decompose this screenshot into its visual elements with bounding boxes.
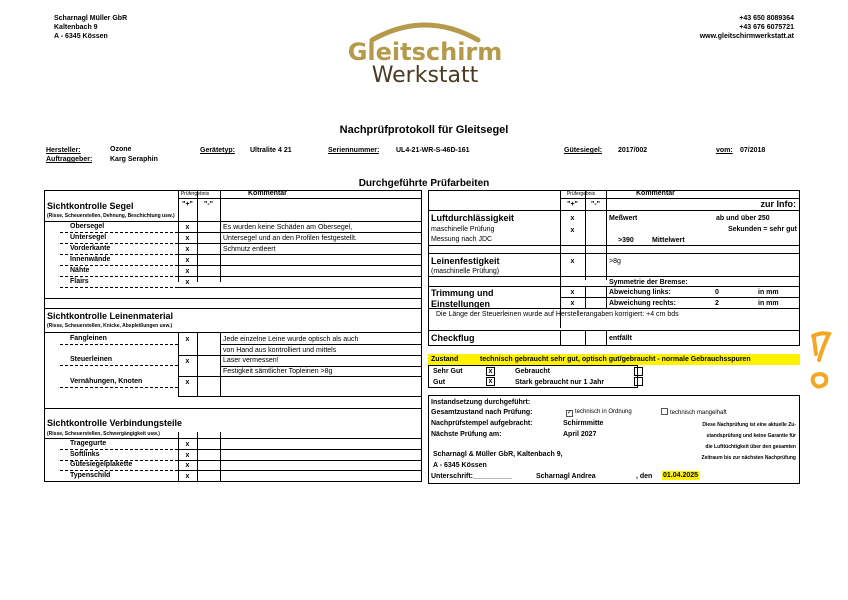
symmetrie: Symmetrie der Bremse: bbox=[609, 279, 688, 286]
segel-row-label: Innenwände bbox=[70, 256, 111, 263]
company-name: Scharnagl Müller GbR bbox=[54, 15, 128, 22]
verbind-row-label: Softlinks bbox=[70, 450, 100, 458]
right-minus: "-" bbox=[591, 201, 600, 208]
verbind-sub: (Risse, Scheuerstellen, Schwergängigkeit usw.) bbox=[47, 431, 160, 437]
segel-row-label: Vorderkante bbox=[70, 245, 111, 252]
gut: Gut bbox=[433, 379, 446, 386]
abw-rechts: Abweichung rechts: bbox=[609, 300, 676, 307]
verbind-row-mark: x bbox=[185, 472, 190, 480]
leinen-sub: (Risse, Scheuerstellen, Knicke, Abspleißungen usw.) bbox=[47, 323, 173, 329]
tech-mangel-label: technisch mangelhaft bbox=[670, 410, 727, 416]
maschinelle-pruefung: maschinelle Prüfung bbox=[431, 226, 495, 233]
fangleinen-comment-2: von Hand aus kontrolliert und mittels bbox=[223, 347, 337, 354]
segel-row-mark: x bbox=[185, 268, 190, 275]
vom-label: vom: bbox=[716, 147, 733, 154]
disclaimer-line-4: Zeitraum bis zur nächsten Nachprüfung bbox=[701, 455, 796, 461]
sehr-gut-mark: x bbox=[488, 368, 493, 375]
disclaimer-line-2: standsprüfung und keine Garantie für bbox=[706, 433, 796, 439]
segel-row-mark: x bbox=[185, 235, 190, 242]
verbind-row-label: Typenschild bbox=[70, 471, 111, 479]
section-title: Durchgeführte Prüfarbeiten bbox=[358, 178, 490, 189]
geraetetyp-value: Ultralite 4 21 bbox=[250, 147, 292, 154]
segel-row-comment: Untersegel und an den Profilen festgestellt. bbox=[223, 235, 357, 242]
segel-row-mark: x bbox=[185, 257, 190, 264]
masch-mark: x bbox=[570, 227, 575, 234]
steuerleinen-comment-1: Laser vermessen! bbox=[223, 357, 279, 364]
segel-row-label: Flairs bbox=[70, 278, 89, 285]
zur-info: zur Info: bbox=[760, 200, 796, 209]
tech-mangel-checkbox[interactable] bbox=[661, 408, 668, 415]
zustand-label: Zustand bbox=[431, 356, 459, 363]
logo-line2: Werkstatt bbox=[371, 63, 479, 88]
leinenfest-title: Leinenfestigkeit bbox=[431, 256, 500, 266]
ab-250: ab und über 250 bbox=[716, 215, 770, 222]
steuerleinen-label: Steuerleinen bbox=[70, 356, 113, 363]
disclaimer-line-3: die Lufttüchtigkeit über den gesamten bbox=[705, 444, 796, 450]
steuerleinen-comment-2: Festigkeit sämtlicher Topleinen >8g bbox=[223, 368, 333, 375]
sekunden: Sekunden = sehr gut bbox=[727, 226, 797, 233]
addr-1: Scharnagl & Müller GbR, Kaltenbach 9, bbox=[433, 451, 563, 458]
verbind-row-mark: x bbox=[185, 462, 190, 469]
segel-row-label: Nähte bbox=[70, 267, 90, 274]
den-label: , den bbox=[636, 473, 653, 480]
abw-rechts-value: 2 bbox=[715, 300, 719, 307]
tech-mangel bbox=[661, 408, 727, 418]
segel-sub: (Risse, Scheuerstellen, Dehnung, Beschichtung usw.) bbox=[47, 213, 175, 219]
phone-2: +43 676 6075721 bbox=[739, 24, 794, 31]
leinen-title: Sichtkontrolle Leinenmaterial bbox=[47, 311, 174, 321]
abw-links-value: 0 bbox=[715, 289, 719, 296]
segel-row-comment: Es wurden keine Schäden am Obersegel, bbox=[223, 224, 353, 231]
zustand-text: technisch gebraucht sehr gut, optisch gut/gebraucht - normale Gebrauchsspuren bbox=[480, 356, 751, 363]
right-pruefergebnis: Prüfergebnis bbox=[566, 191, 596, 197]
document-title: Nachprüfprotokoll für Gleitsegel bbox=[339, 124, 509, 136]
in-mm-2: in mm bbox=[758, 300, 779, 307]
date-value: 01.04.2025 bbox=[663, 472, 699, 479]
gt8g: >8g bbox=[609, 258, 621, 265]
tech-ok-checkbox[interactable]: ✓ bbox=[567, 410, 573, 416]
fangleinen-mark: x bbox=[185, 336, 190, 343]
fangleinen-comment-1: Jede einzelne Leine wurde optisch als auch bbox=[223, 336, 359, 343]
seriennummer-value: UL4-21-WR-S-46D-161 bbox=[396, 147, 470, 154]
segel-row-label: Obersegel bbox=[70, 223, 105, 230]
sehr-gut: Sehr Gut bbox=[433, 368, 463, 375]
stempel-label: Nachprüfstempel aufgebracht: bbox=[431, 420, 533, 427]
company-contact bbox=[640, 14, 794, 41]
unterschrift-label: Unterschrift:__________ bbox=[431, 473, 512, 480]
company-city: A - 6345 Kössen bbox=[54, 33, 108, 40]
annotation-marks-icon bbox=[805, 330, 835, 392]
segel-row-label: Untersegel bbox=[70, 234, 107, 241]
guetesiegel-label: Gütesiegel: bbox=[564, 147, 603, 154]
geraetetyp-label: Gerätetyp: bbox=[200, 147, 236, 154]
mittelwert: Mittelwert bbox=[652, 237, 685, 244]
fangleinen-label: Fangleinen bbox=[70, 335, 107, 342]
company-street: Kaltenbach 9 bbox=[54, 24, 98, 31]
trimmung: Trimmung und bbox=[431, 288, 494, 298]
left-minus: "-" bbox=[204, 201, 213, 208]
auftraggeber-value: Karg Seraphin bbox=[110, 156, 158, 163]
laenge-note: Die Länge der Steuerleinen wurde auf Herstellerangaben korrigiert: +4 cm bds bbox=[436, 311, 679, 318]
segel-title: Sichtkontrolle Segel bbox=[47, 201, 134, 211]
leinenfest-mark: x bbox=[570, 258, 575, 265]
leinenfest-sub: (maschinelle Prüfung) bbox=[431, 268, 500, 275]
einstellungen: Einstellungen bbox=[431, 299, 491, 309]
messung-jdc: Messung nach JDC bbox=[431, 236, 493, 243]
naechste-value: April 2027 bbox=[563, 431, 597, 438]
logo-line1: Gleitschirm bbox=[347, 38, 503, 66]
disclaimer bbox=[654, 420, 796, 464]
hersteller-label: Hersteller: bbox=[46, 147, 81, 154]
segel-row-mark: x bbox=[185, 246, 190, 253]
gesamt-label: Gesamtzustand nach Prüfung: bbox=[431, 409, 533, 416]
luft-mark: x bbox=[570, 215, 575, 222]
hersteller-value: Ozone bbox=[110, 146, 132, 153]
einstellungen-mark: x bbox=[570, 300, 575, 307]
stark-gebraucht: Stark gebraucht nur 1 Jahr bbox=[515, 379, 605, 386]
verbind-row-mark: x bbox=[185, 441, 190, 448]
logo bbox=[340, 14, 510, 96]
left-kommentar: Kommentar bbox=[248, 190, 287, 197]
segel-row-mark: x bbox=[185, 224, 190, 231]
luft-title: Luftdurchlässigkeit bbox=[431, 213, 515, 223]
checkflug: Checkflug bbox=[431, 333, 475, 343]
verbind-row-mark: x bbox=[185, 451, 190, 459]
gebraucht: Gebraucht bbox=[515, 368, 551, 375]
vernaehungen-mark: x bbox=[185, 379, 190, 386]
disclaimer-line-1: Diese Nachprüfung ist eine aktuelle Zu- bbox=[702, 422, 796, 428]
guetesiegel-value: 2017/002 bbox=[618, 147, 648, 154]
phone-1: +43 650 8089364 bbox=[739, 15, 794, 22]
checkflug-value: entfällt bbox=[609, 335, 632, 342]
tech-ok bbox=[566, 408, 632, 417]
trimmung-mark: x bbox=[570, 289, 575, 296]
tech-ok-label: technisch in Ordnung bbox=[575, 409, 632, 415]
instand-label: Instandsetzung durchgeführt: bbox=[431, 399, 531, 406]
signer: Scharnagl Andrea bbox=[536, 473, 596, 480]
segel-row-mark: x bbox=[185, 279, 190, 286]
stempel-value: Schirmmitte bbox=[563, 420, 604, 427]
messwert: Meßwert bbox=[609, 215, 638, 222]
segel-row-comment: Schmutz entleert bbox=[223, 246, 276, 253]
verbind-row-label: Gütesiegelplakette bbox=[70, 461, 133, 468]
vernaehungen-label: Vernähungen, Knoten bbox=[70, 378, 143, 385]
left-plus: "+" bbox=[182, 201, 193, 208]
left-pruefergebnis: Prüfergebnis bbox=[180, 191, 210, 197]
verbind-row-label: Tragegurte bbox=[70, 440, 107, 447]
in-mm-1: in mm bbox=[758, 289, 779, 296]
vom-value: 07/2018 bbox=[740, 147, 766, 154]
gt390: >390 bbox=[618, 237, 634, 244]
company-address bbox=[54, 14, 127, 41]
auftraggeber-label: Auftraggeber: bbox=[46, 156, 93, 163]
website: www.gleitschirmwerkstatt.at bbox=[699, 33, 794, 40]
addr-2: A - 6345 Kössen bbox=[433, 462, 487, 469]
seriennummer-label: Seriennummer: bbox=[328, 147, 380, 154]
verbind-title: Sichtkontrolle Verbindungsteile bbox=[47, 418, 183, 428]
naechste-label: Nächste Prüfung am: bbox=[431, 431, 502, 438]
right-plus: "+" bbox=[567, 201, 578, 208]
steuerleinen-mark: x bbox=[185, 358, 190, 365]
gut-mark: x bbox=[488, 378, 493, 385]
abw-links: Abweichung links: bbox=[609, 289, 671, 296]
right-kommentar: Kommentar bbox=[636, 190, 675, 197]
